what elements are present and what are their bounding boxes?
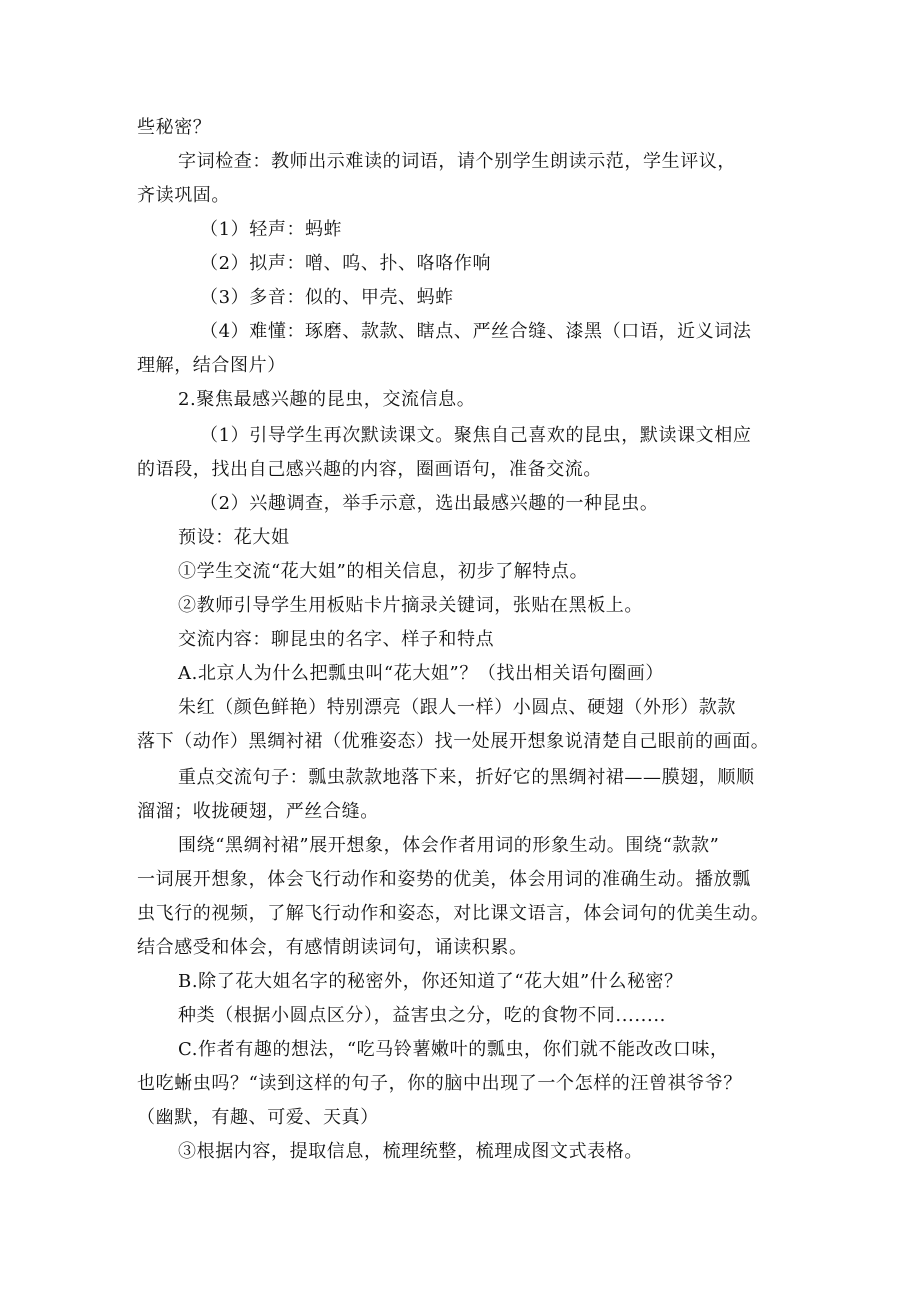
text-line: 齐读巩固。 xyxy=(137,185,230,206)
text-line: 2.聚焦最感兴趣的昆虫，交流信息。 xyxy=(178,389,476,410)
text-line: 理解，结合图片） xyxy=(137,355,286,376)
text-line: 预设：花大姐 xyxy=(178,527,290,548)
text-line: （幽默，有趣、可爱、天真） xyxy=(137,1107,379,1128)
text-line: （2）拟声：噌、呜、扑、咯咯作响 xyxy=(200,253,492,274)
text-line: B.除了花大姐名字的秘密外，你还知道了“花大姐”什么秘密？ xyxy=(178,971,683,992)
text-line: A.北京人为什么把瓢虫叫“花大姐”？（找出相关语句圈画） xyxy=(178,663,664,684)
text-line: 结合感受和体会，有感情朗读词句，诵读积累。 xyxy=(137,937,528,958)
text-line: 种类（根据小圆点区分），益害虫之分，吃的食物不同........ xyxy=(178,1005,666,1026)
text-line: （1）引导学生再次默读课文。聚焦自己喜欢的昆虫，默读课文相应 xyxy=(200,425,752,446)
text-line: 些秘密？ xyxy=(137,117,212,138)
text-line: 落下（动作）黑绸衬裙（优雅姿态）找一处展开想象说清楚自己眼前的画面。 xyxy=(137,731,770,752)
text-line: 也吃蜥虫吗？“读到这样的句子，你的脑中出现了一个怎样的汪曾祺爷爷？ xyxy=(137,1073,742,1094)
text-line: 朱红（颜色鲜艳）特别漂亮（跟人一样）小圆点、硬翅（外形）款款 xyxy=(178,697,736,718)
text-line: 字词检查：教师出示难读的词语，请个别学生朗读示范，学生评议， xyxy=(178,151,736,172)
text-line: C.作者有趣的想法，“吃马铃薯嫩叶的瓢虫，你们就不能改改口味， xyxy=(178,1039,729,1060)
text-line: 虫飞行的视频，了解飞行动作和姿态，对比课文语言，体会词句的优美生动。 xyxy=(137,903,770,924)
text-line: （1）轻声：蚂蚱 xyxy=(200,219,343,240)
text-line: ③根据内容，提取信息，梳理统整，梳理成图文式表格。 xyxy=(178,1141,643,1162)
text-line: （4）难懂：琢磨、款款、瞎点、严丝合缝、漆黑（口语，近义词法 xyxy=(200,321,752,342)
text-line: 重点交流句子：瓢虫款款地落下来，折好它的黑绸衬裙——膜翅，顺顺 xyxy=(178,767,755,788)
text-line: 的语段，找出自己感兴趣的内容，圈画语句，准备交流。 xyxy=(137,459,602,480)
text-line: 一词展开想象，体会飞行动作和姿势的优美，体会用词的准确生动。播放瓢 xyxy=(137,869,751,890)
text-line: ①学生交流“花大姐”的相关信息，初步了解特点。 xyxy=(178,561,589,582)
text-line: 围绕“黑绸衬裙”展开想象，体会作者用词的形象生动。围绕“款款” xyxy=(178,835,720,856)
text-line: （3）多音：似的、甲壳、蚂蚱 xyxy=(200,287,454,308)
text-line: 溜溜；收拢硬翅，严丝合缝。 xyxy=(137,801,379,822)
text-line: ②教师引导学生用板贴卡片摘录关键词，张贴在黑板上。 xyxy=(178,595,643,616)
text-line: 交流内容：聊昆虫的名字、样子和特点 xyxy=(178,629,495,650)
text-line: （2）兴趣调查，举手示意，选出最感兴趣的一种昆虫。 xyxy=(200,493,659,514)
